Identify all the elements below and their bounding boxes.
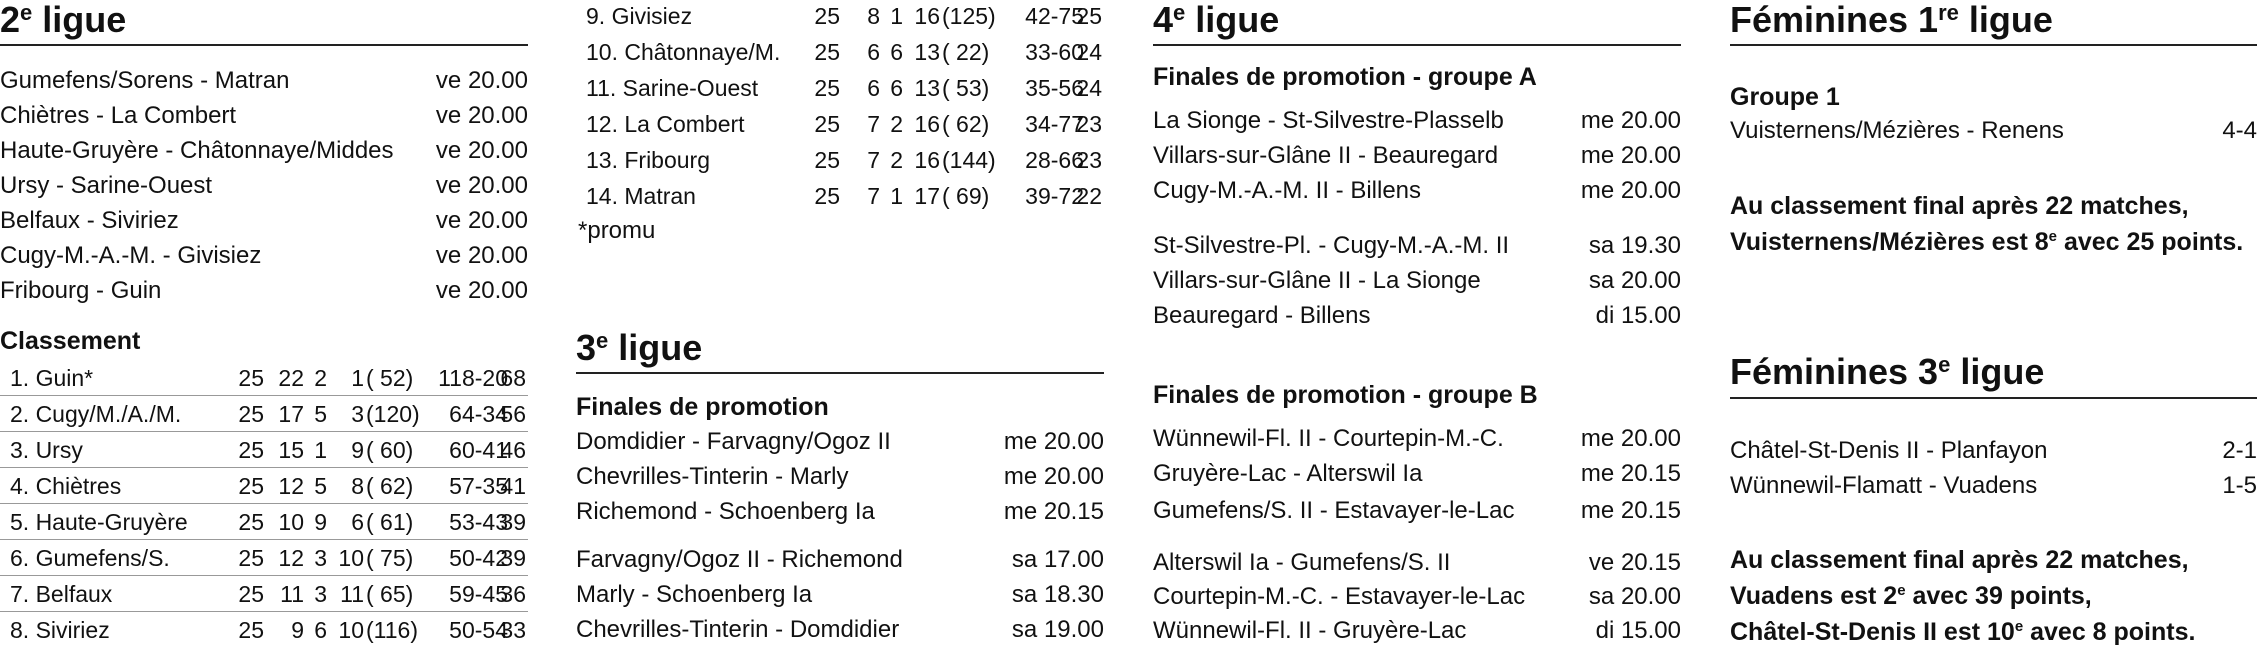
standings-cell-w: 12 [278, 473, 304, 499]
standings-row [0, 396, 528, 432]
fixture-row: Cugy-M.-A.-M. II - Billens me 20.00 [1153, 177, 1681, 204]
standings-cell-pen: ( 75) [366, 545, 414, 571]
standings-cell-pts: 25 [1076, 3, 1102, 29]
standings-cell-w: 17 [278, 401, 304, 427]
fixture-row: Chiètres - La Combert ve 20.00 [0, 102, 528, 129]
standings-cell-d: 6 [890, 39, 903, 65]
standings-cell-team: 4. Chiètres [10, 473, 122, 499]
standings-cell-w: 9 [291, 617, 304, 643]
standings-cell-d: 5 [314, 401, 327, 427]
standings-cell-pl: 25 [238, 509, 264, 535]
fixture-row: Beauregard - Billens di 15.00 [1153, 302, 1681, 329]
standings-cell-w: 10 [278, 509, 304, 535]
standings-cell-l: 6 [351, 509, 364, 535]
standings-cell-team: 11. Sarine-Ouest [586, 75, 759, 101]
final-ranking-note: Au classement final après 22 matches, [1730, 192, 2189, 220]
fixture-row: Alterswil Ia - Gumefens/S. II ve 20.15 [1153, 549, 1681, 576]
heading-rule [1730, 397, 2257, 399]
standings-cell-w: 6 [867, 39, 880, 65]
standings-cell-l: 9 [351, 437, 364, 463]
fixture-row: Wünnewil-Fl. II - Gruyère-Lac di 15.00 [1153, 617, 1681, 644]
standings-cell-pl: 25 [814, 183, 840, 209]
standings-cell-team: 9. Givisiez [586, 3, 693, 29]
standings-cell-l: 8 [351, 473, 364, 499]
standings-cell-pts: 56 [500, 401, 526, 427]
standings-cell-d: 5 [314, 473, 327, 499]
standings-row [0, 468, 528, 504]
standings-cell-l: 17 [914, 183, 940, 209]
standings-cell-pl: 25 [238, 617, 264, 643]
subheading-groupe-b: Finales de promotion - groupe B [1153, 381, 1538, 409]
standings-row [0, 576, 528, 612]
standings-cell-d: 2 [890, 111, 903, 137]
fixture-row: Ursy - Sarine-Ouest ve 20.00 [0, 172, 528, 199]
heading-rule [576, 372, 1104, 374]
standings-cell-pts: 68 [500, 365, 526, 391]
standings-row [576, 142, 1104, 178]
standings-cell-pts: 39 [500, 509, 526, 535]
standings-row [0, 432, 528, 468]
standings-row [576, 0, 1104, 34]
standings-cell-pts: 39 [500, 545, 526, 571]
classement-label: Classement [0, 327, 141, 355]
standings-cell-pl: 25 [238, 581, 264, 607]
standings-cell-l: 16 [914, 147, 940, 173]
standings-cell-team: 5. Haute-Gruyère [10, 509, 188, 535]
standings-cell-pen: (116) [366, 617, 418, 643]
standings-cell-w: 12 [278, 545, 304, 571]
heading-4e-ligue: 4e ligue [1153, 0, 1280, 40]
fixture-row: St-Silvestre-Pl. - Cugy-M.-A.-M. II sa 19.30 [1153, 232, 1681, 259]
standings-cell-goals: 34-77 [1025, 111, 1084, 137]
fixture-row: La Sionge - St-Silvestre-Plasselb me 20.00 [1153, 107, 1681, 134]
fixture-row: Courtepin-M.-C. - Estavayer-le-Lac sa 20.00 [1153, 583, 1681, 610]
final-ranking-note: Vuisternens/Mézières est 8e avec 25 points. [1730, 228, 2244, 256]
standings-cell-w: 15 [278, 437, 304, 463]
standings-cell-team: 6. Gumefens/S. [10, 545, 170, 571]
standings-cell-l: 13 [914, 75, 940, 101]
fixture-row: Chevrilles-Tinterin - Domdidier sa 19.00 [576, 616, 1104, 643]
standings-cell-l: 16 [914, 3, 940, 29]
standings-cell-pen: ( 69) [942, 183, 990, 209]
standings-cell-l: 13 [914, 39, 940, 65]
fixture-row: Wünnewil-Fl. II - Courtepin-M.-C. me 20.00 [1153, 425, 1681, 452]
standings-cell-w: 11 [280, 581, 304, 607]
fixture-row: Richemond - Schoenberg Ia me 20.15 [576, 498, 1104, 525]
standings-cell-pts: 46 [500, 437, 526, 463]
heading-3e-ligue: 3e ligue [576, 327, 703, 368]
standings-cell-team: 14. Matran [586, 183, 696, 209]
footnote-promu: *promu [578, 217, 656, 244]
fixture-row: Gumefens/Sorens - Matran ve 20.00 [0, 67, 528, 94]
fixture-row: Haute-Gruyère - Châtonnaye/Middes ve 20.00 [0, 137, 528, 164]
standings-cell-d: 2 [890, 147, 903, 173]
standings-cell-pl: 25 [238, 545, 264, 571]
final-ranking-note: Châtel-St-Denis II est 10e avec 8 points. [1730, 618, 2196, 646]
standings-cell-team: 3. Ursy [10, 437, 83, 463]
standings-row [576, 106, 1104, 142]
standings-cell-w: 6 [867, 75, 880, 101]
standings-row [576, 70, 1104, 106]
fixture-row: Villars-sur-Glâne II - La Sionge sa 20.00 [1153, 267, 1681, 294]
standings-cell-pl: 25 [238, 401, 264, 427]
standings-cell-pen: ( 62) [942, 111, 990, 137]
standings-cell-pl: 25 [814, 147, 840, 173]
standings-cell-w: 7 [867, 183, 880, 209]
standings-cell-pen: (144) [942, 147, 996, 173]
standings-cell-pen: ( 60) [366, 437, 414, 463]
standings-cell-goals: 39-72 [1025, 183, 1084, 209]
standings-cell-goals: 50-42 [449, 545, 508, 571]
standings-cell-pen: ( 61) [366, 509, 414, 535]
standings-cell-goals: 57-35 [449, 473, 508, 499]
standings-row [0, 540, 528, 576]
standings-cell-pen: ( 22) [942, 39, 990, 65]
standings-cell-goals: 60-41 [449, 437, 508, 463]
fixture-row: Farvagny/Ogoz II - Richemond sa 17.00 [576, 546, 1104, 573]
standings-row [576, 34, 1104, 70]
standings-cell-team: 2. Cugy/M./A./M. [10, 401, 182, 427]
standings-cell-pl: 25 [814, 39, 840, 65]
heading-rule [0, 44, 528, 46]
fixture-row: Fribourg - Guin ve 20.00 [0, 277, 528, 304]
standings-row [0, 504, 528, 540]
standings-cell-l: 10 [338, 617, 364, 643]
standings-cell-l: 3 [351, 401, 364, 427]
standings-cell-pts: 24 [1076, 75, 1102, 101]
subheading-finales: Finales de promotion [576, 393, 829, 421]
group-label: Groupe 1 [1730, 83, 1840, 111]
standings-cell-pl: 25 [238, 437, 264, 463]
standings-row [0, 360, 528, 396]
standings-cell-l: 1 [351, 365, 364, 391]
standings-cell-goals: 59-45 [449, 581, 508, 607]
standings-cell-d: 6 [890, 75, 903, 101]
heading-rule [1153, 44, 1681, 46]
standings-cell-pts: 36 [500, 581, 526, 607]
standings-cell-pl: 25 [814, 75, 840, 101]
standings-cell-w: 22 [278, 365, 304, 391]
standings-cell-goals: 64-34 [449, 401, 508, 427]
standings-cell-l: 10 [338, 545, 364, 571]
standings-cell-team: 13. Fribourg [586, 147, 711, 173]
standings-cell-pts: 23 [1076, 111, 1102, 137]
standings-cell-d: 6 [314, 617, 327, 643]
standings-cell-d: 3 [314, 581, 327, 607]
standings-cell-pts: 22 [1076, 183, 1102, 209]
standings-cell-pts: 24 [1076, 39, 1102, 65]
final-ranking-note: Vuadens est 2e avec 39 points, [1730, 582, 2092, 610]
standings-cell-pen: (120) [366, 401, 420, 427]
fixture-row: Gumefens/S. II - Estavayer-le-Lac me 20.15 [1153, 497, 1681, 524]
standings-cell-pen: ( 65) [366, 581, 414, 607]
standings-cell-team: 12. La Combert [586, 111, 745, 137]
standings-cell-goals: 33-60 [1025, 39, 1084, 65]
final-ranking-note: Au classement final après 22 matches, [1730, 546, 2189, 574]
standings-cell-w: 8 [867, 3, 880, 29]
standings-cell-w: 7 [867, 147, 880, 173]
result-row: Wünnewil-Flamatt - Vuadens 1-5 [1730, 472, 2257, 499]
standings-row [576, 178, 1104, 214]
standings-cell-d: 3 [314, 545, 327, 571]
standings-cell-pts: 23 [1076, 147, 1102, 173]
standings-cell-d: 9 [314, 509, 327, 535]
fixture-row: Villars-sur-Glâne II - Beauregard me 20.00 [1153, 142, 1681, 169]
fixture-row: Domdidier - Farvagny/Ogoz II me 20.00 [576, 428, 1104, 455]
fixture-row: Gruyère-Lac - Alterswil Ia me 20.15 [1153, 460, 1681, 487]
standings-cell-team: 7. Belfaux [10, 581, 113, 607]
standings-cell-l: 16 [914, 111, 940, 137]
heading-2e-ligue: 2e ligue [0, 0, 127, 40]
standings-cell-d: 2 [314, 365, 327, 391]
standings-cell-d: 1 [890, 183, 903, 209]
fixture-row: Belfaux - Siviriez ve 20.00 [0, 207, 528, 234]
standings-cell-pen: ( 52) [366, 365, 414, 391]
standings-cell-l: 11 [340, 581, 364, 607]
standings-cell-w: 7 [867, 111, 880, 137]
standings-cell-goals: 118-20 [438, 365, 508, 391]
standings-cell-goals: 42-75 [1025, 3, 1084, 29]
standings-cell-pts: 33 [500, 617, 526, 643]
standings-cell-team: 10. Châtonnaye/M. [586, 39, 781, 65]
standings-cell-team: 8. Siviriez [10, 617, 110, 643]
heading-rule [1730, 44, 2257, 46]
subheading-groupe-a: Finales de promotion - groupe A [1153, 63, 1537, 91]
heading-feminines-3e-ligue: Féminines 3e ligue [1730, 351, 2045, 392]
result-row: Châtel-St-Denis II - Planfayon 2-1 [1730, 437, 2257, 464]
standings-cell-pen: ( 53) [942, 75, 990, 101]
fixture-row: Chevrilles-Tinterin - Marly me 20.00 [576, 463, 1104, 490]
standings-cell-d: 1 [314, 437, 327, 463]
standings-cell-pl: 25 [814, 3, 840, 29]
standings-row [0, 612, 528, 648]
standings-cell-pl: 25 [814, 111, 840, 137]
standings-cell-goals: 53-43 [449, 509, 508, 535]
heading-feminines-1re-ligue: Féminines 1re ligue [1730, 0, 2053, 40]
standings-cell-pen: (125) [942, 3, 996, 29]
standings-cell-goals: 28-66 [1025, 147, 1084, 173]
standings-cell-team: 1. Guin* [10, 365, 94, 391]
standings-cell-pen: ( 62) [366, 473, 414, 499]
fixture-row: Cugy-M.-A.-M. - Givisiez ve 20.00 [0, 242, 528, 269]
result-row: Vuisternens/Mézières - Renens 4-4 [1730, 117, 2257, 144]
standings-cell-goals: 35-56 [1025, 75, 1084, 101]
standings-cell-d: 1 [890, 3, 903, 29]
fixture-row: Marly - Schoenberg Ia sa 18.30 [576, 581, 1104, 608]
standings-cell-pts: 41 [500, 473, 526, 499]
standings-cell-goals: 50-54 [449, 617, 508, 643]
standings-cell-pl: 25 [238, 473, 264, 499]
standings-cell-pl: 25 [238, 365, 264, 391]
